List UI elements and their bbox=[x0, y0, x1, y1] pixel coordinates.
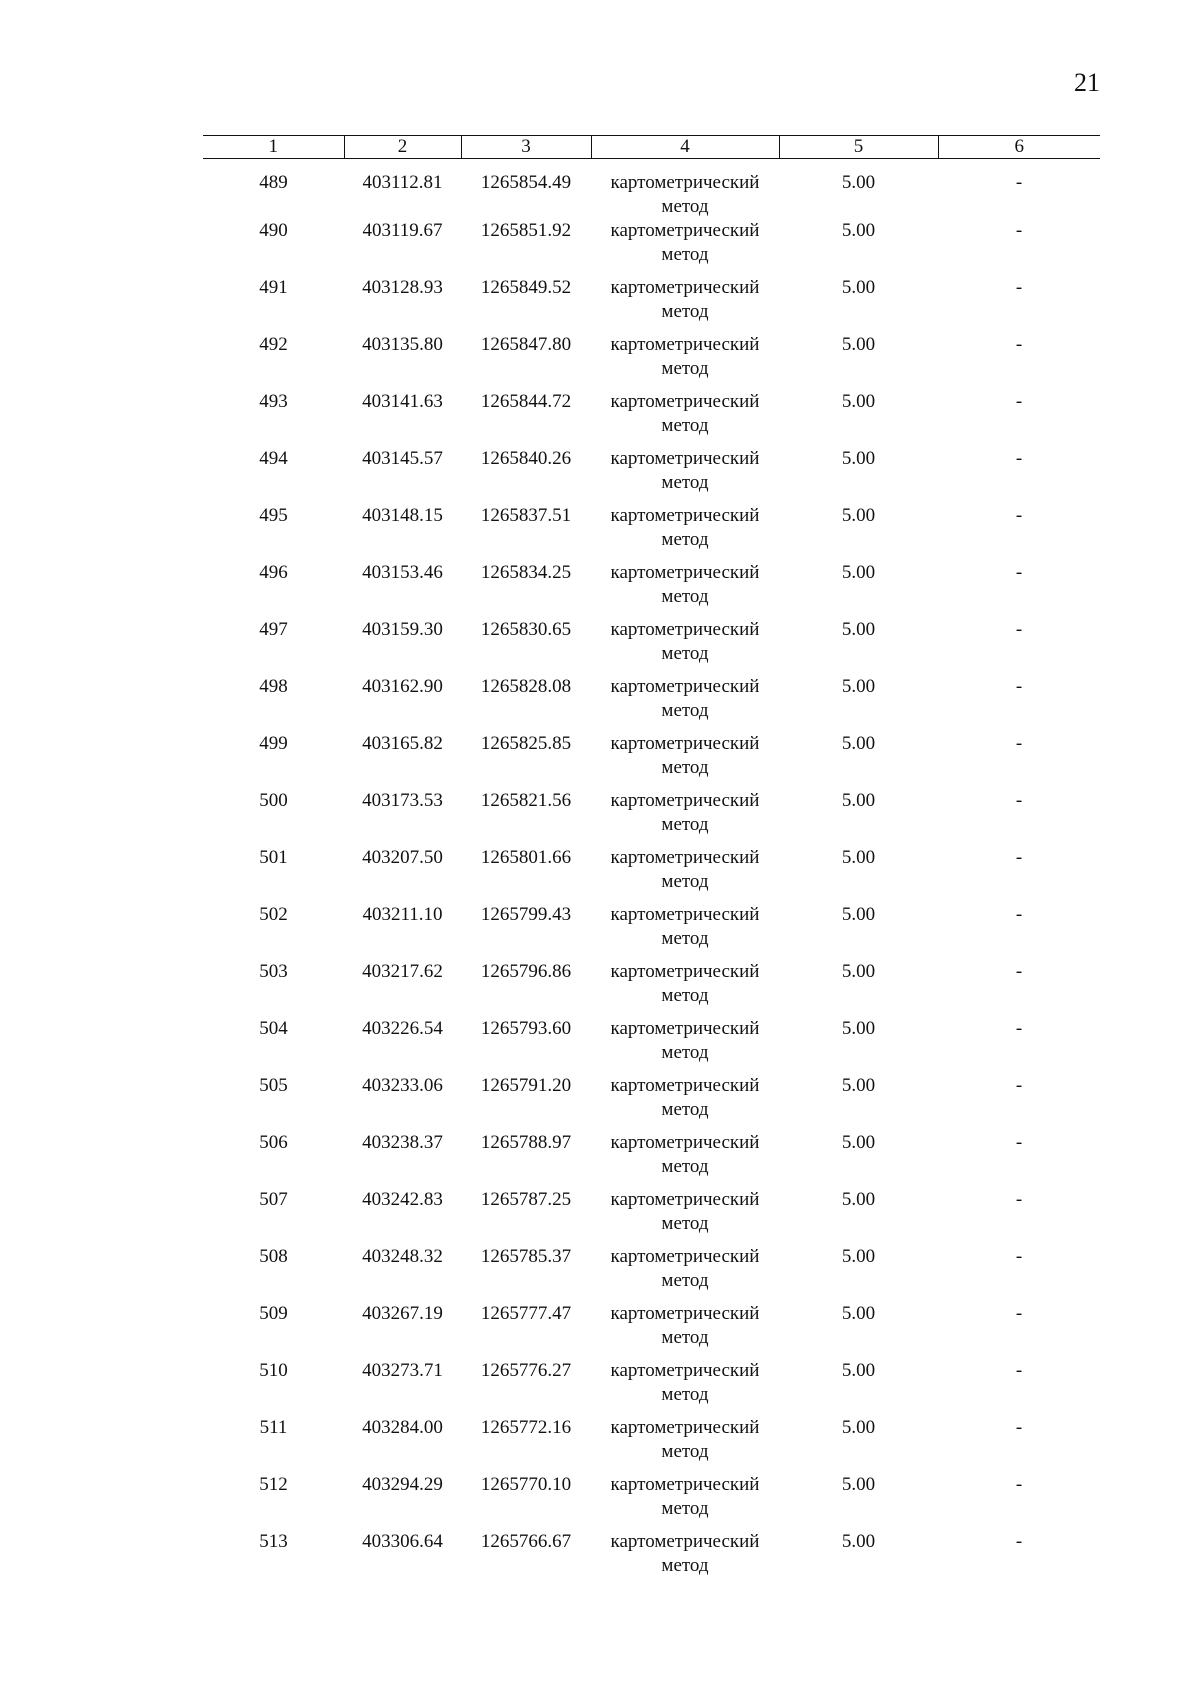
note-cell: - bbox=[1015, 1132, 1023, 1153]
note-cell: - bbox=[1015, 733, 1023, 754]
note-cell: - bbox=[1015, 619, 1023, 640]
accuracy-cell: 5.00 bbox=[841, 277, 876, 298]
table-row bbox=[203, 732, 1100, 789]
y-coordinate-cell: 1265799.43 bbox=[480, 904, 572, 925]
y-coordinate-cell: 1265840.26 bbox=[480, 448, 572, 469]
accuracy-cell: 5.00 bbox=[841, 391, 876, 412]
method-cell: картометрический метод bbox=[610, 619, 760, 664]
accuracy-cell: 5.00 bbox=[841, 1132, 876, 1153]
accuracy-cell: 5.00 bbox=[841, 1189, 876, 1210]
x-coordinate-cell: 403267.19 bbox=[362, 1303, 443, 1324]
note-cell: - bbox=[1015, 1360, 1023, 1381]
table-row bbox=[203, 1530, 1100, 1587]
table-row bbox=[203, 846, 1100, 903]
method-cell: картометрический метод bbox=[610, 448, 760, 493]
accuracy-cell: 5.00 bbox=[841, 1075, 876, 1096]
note-cell: - bbox=[1015, 448, 1023, 469]
x-coordinate-cell: 403294.29 bbox=[362, 1474, 443, 1495]
table-row bbox=[203, 960, 1100, 1017]
point-number-cell: 490 bbox=[259, 220, 288, 241]
y-coordinate-cell: 1265830.65 bbox=[480, 619, 572, 640]
table-row bbox=[203, 1017, 1100, 1074]
table-row bbox=[203, 1473, 1100, 1530]
point-number-cell: 506 bbox=[259, 1132, 288, 1153]
point-number-cell: 510 bbox=[259, 1360, 288, 1381]
point-number-cell: 507 bbox=[259, 1189, 288, 1210]
accuracy-cell: 5.00 bbox=[841, 961, 876, 982]
note-cell: - bbox=[1015, 220, 1023, 241]
note-cell: - bbox=[1015, 277, 1023, 298]
accuracy-cell: 5.00 bbox=[841, 733, 876, 754]
point-number-cell: 500 bbox=[259, 790, 288, 811]
table-row bbox=[203, 561, 1100, 618]
point-number-cell: 512 bbox=[259, 1474, 288, 1495]
accuracy-cell: 5.00 bbox=[841, 505, 876, 526]
y-coordinate-cell: 1265821.56 bbox=[480, 790, 572, 811]
x-coordinate-cell: 403238.37 bbox=[362, 1132, 443, 1153]
note-cell: - bbox=[1015, 172, 1023, 193]
point-number-cell: 513 bbox=[259, 1531, 288, 1552]
point-number-cell: 509 bbox=[259, 1303, 288, 1324]
x-coordinate-cell: 403119.67 bbox=[362, 220, 443, 241]
y-coordinate-cell: 1265828.08 bbox=[480, 676, 572, 697]
note-cell: - bbox=[1015, 391, 1023, 412]
x-coordinate-cell: 403173.53 bbox=[362, 790, 443, 811]
y-coordinate-cell: 1265849.52 bbox=[480, 277, 572, 298]
x-coordinate-cell: 403148.15 bbox=[362, 505, 443, 526]
y-coordinate-cell: 1265776.27 bbox=[480, 1360, 572, 1381]
y-coordinate-cell: 1265777.47 bbox=[480, 1303, 572, 1324]
table-row bbox=[203, 1188, 1100, 1245]
accuracy-cell: 5.00 bbox=[841, 619, 876, 640]
table-row bbox=[203, 276, 1100, 333]
accuracy-cell: 5.00 bbox=[841, 847, 876, 868]
method-cell: картометрический метод bbox=[610, 334, 760, 379]
point-number-cell: 497 bbox=[259, 619, 288, 640]
point-number-cell: 494 bbox=[259, 448, 288, 469]
header-row bbox=[203, 136, 1100, 159]
note-cell: - bbox=[1015, 847, 1023, 868]
table-row bbox=[203, 159, 1100, 220]
x-coordinate-cell: 403226.54 bbox=[362, 1018, 443, 1039]
column-header-4: 4 bbox=[591, 136, 779, 159]
method-cell: картометрический метод bbox=[610, 1531, 760, 1576]
table-row bbox=[203, 1416, 1100, 1473]
accuracy-cell: 5.00 bbox=[841, 562, 876, 583]
method-cell: картометрический метод bbox=[610, 847, 760, 892]
method-cell: картометрический метод bbox=[610, 1474, 760, 1519]
method-cell: картометрический метод bbox=[610, 733, 760, 778]
note-cell: - bbox=[1015, 334, 1023, 355]
x-coordinate-cell: 403284.00 bbox=[362, 1417, 443, 1438]
point-number-cell: 511 bbox=[259, 1417, 288, 1438]
accuracy-cell: 5.00 bbox=[841, 1246, 876, 1267]
note-cell: - bbox=[1015, 1417, 1023, 1438]
table-row bbox=[203, 504, 1100, 561]
x-coordinate-cell: 403145.57 bbox=[362, 448, 443, 469]
table-header bbox=[203, 136, 1100, 159]
y-coordinate-cell: 1265772.16 bbox=[480, 1417, 572, 1438]
point-number-cell: 504 bbox=[259, 1018, 288, 1039]
point-number-cell: 489 bbox=[259, 172, 288, 193]
y-coordinate-cell: 1265785.37 bbox=[480, 1246, 572, 1267]
note-cell: - bbox=[1015, 961, 1023, 982]
x-coordinate-cell: 403128.93 bbox=[362, 277, 443, 298]
point-number-cell: 499 bbox=[259, 733, 288, 754]
point-number-cell: 505 bbox=[259, 1075, 288, 1096]
x-coordinate-cell: 403162.90 bbox=[362, 676, 443, 697]
method-cell: картометрический метод bbox=[610, 277, 760, 322]
point-number-cell: 501 bbox=[259, 847, 288, 868]
accuracy-cell: 5.00 bbox=[841, 1474, 876, 1495]
y-coordinate-cell: 1265854.49 bbox=[480, 172, 572, 193]
point-number-cell: 498 bbox=[259, 676, 288, 697]
x-coordinate-cell: 403141.63 bbox=[362, 391, 443, 412]
table-row bbox=[203, 903, 1100, 960]
method-cell: картометрический метод bbox=[610, 172, 760, 217]
y-coordinate-cell: 1265844.72 bbox=[480, 391, 572, 412]
note-cell: - bbox=[1015, 676, 1023, 697]
note-cell: - bbox=[1015, 1189, 1023, 1210]
x-coordinate-cell: 403159.30 bbox=[362, 619, 443, 640]
point-number-cell: 503 bbox=[259, 961, 288, 982]
y-coordinate-cell: 1265796.86 bbox=[480, 961, 572, 982]
y-coordinate-cell: 1265825.85 bbox=[480, 733, 572, 754]
point-number-cell: 491 bbox=[259, 277, 288, 298]
y-coordinate-cell: 1265847.80 bbox=[480, 334, 572, 355]
y-coordinate-cell: 1265787.25 bbox=[480, 1189, 572, 1210]
accuracy-cell: 5.00 bbox=[841, 790, 876, 811]
accuracy-cell: 5.00 bbox=[841, 1531, 876, 1552]
accuracy-cell: 5.00 bbox=[841, 904, 876, 925]
x-coordinate-cell: 403207.50 bbox=[362, 847, 443, 868]
table-row bbox=[203, 1359, 1100, 1416]
accuracy-cell: 5.00 bbox=[841, 676, 876, 697]
table-row bbox=[203, 618, 1100, 675]
x-coordinate-cell: 403306.64 bbox=[362, 1531, 443, 1552]
method-cell: картометрический метод bbox=[610, 676, 760, 721]
table-row bbox=[203, 1245, 1100, 1302]
column-header-6: 6 bbox=[938, 136, 1100, 159]
point-number-cell: 496 bbox=[259, 562, 288, 583]
x-coordinate-cell: 403273.71 bbox=[362, 1360, 443, 1381]
note-cell: - bbox=[1015, 904, 1023, 925]
note-cell: - bbox=[1015, 1246, 1023, 1267]
accuracy-cell: 5.00 bbox=[841, 1360, 876, 1381]
table-row bbox=[203, 1131, 1100, 1188]
accuracy-cell: 5.00 bbox=[841, 1417, 876, 1438]
column-header-5: 5 bbox=[779, 136, 938, 159]
table-row bbox=[203, 390, 1100, 447]
note-cell: - bbox=[1015, 1474, 1023, 1495]
note-cell: - bbox=[1015, 562, 1023, 583]
table-row bbox=[203, 447, 1100, 504]
note-cell: - bbox=[1015, 790, 1023, 811]
x-coordinate-cell: 403217.62 bbox=[362, 961, 443, 982]
y-coordinate-cell: 1265851.92 bbox=[480, 220, 572, 241]
accuracy-cell: 5.00 bbox=[841, 334, 876, 355]
accuracy-cell: 5.00 bbox=[841, 1303, 876, 1324]
note-cell: - bbox=[1015, 505, 1023, 526]
y-coordinate-cell: 1265837.51 bbox=[480, 505, 572, 526]
page-number: 21 bbox=[1074, 68, 1100, 97]
method-cell: картометрический метод bbox=[610, 1132, 760, 1177]
method-cell: картометрический метод bbox=[610, 961, 760, 1006]
x-coordinate-cell: 403112.81 bbox=[362, 172, 443, 193]
y-coordinate-cell: 1265793.60 bbox=[480, 1018, 572, 1039]
note-cell: - bbox=[1015, 1531, 1023, 1552]
method-cell: картометрический метод bbox=[610, 1246, 760, 1291]
x-coordinate-cell: 403233.06 bbox=[362, 1075, 443, 1096]
x-coordinate-cell: 403153.46 bbox=[362, 562, 443, 583]
method-cell: картометрический метод bbox=[610, 904, 760, 949]
column-header-2: 2 bbox=[344, 136, 461, 159]
point-number-cell: 508 bbox=[259, 1246, 288, 1267]
method-cell: картометрический метод bbox=[610, 790, 760, 835]
method-cell: картометрический метод bbox=[610, 505, 760, 550]
accuracy-cell: 5.00 bbox=[841, 220, 876, 241]
accuracy-cell: 5.00 bbox=[841, 172, 876, 193]
coordinates-table bbox=[203, 135, 1100, 1587]
y-coordinate-cell: 1265766.67 bbox=[480, 1531, 572, 1552]
y-coordinate-cell: 1265791.20 bbox=[480, 1075, 572, 1096]
x-coordinate-cell: 403248.32 bbox=[362, 1246, 443, 1267]
x-coordinate-cell: 403165.82 bbox=[362, 733, 443, 754]
note-cell: - bbox=[1015, 1075, 1023, 1096]
point-number-cell: 502 bbox=[259, 904, 288, 925]
column-header-3: 3 bbox=[461, 136, 591, 159]
table-row bbox=[203, 333, 1100, 390]
table-row bbox=[203, 1074, 1100, 1131]
x-coordinate-cell: 403242.83 bbox=[362, 1189, 443, 1210]
method-cell: картометрический метод bbox=[610, 1360, 760, 1405]
table-row bbox=[203, 219, 1100, 276]
method-cell: картометрический метод bbox=[610, 1018, 760, 1063]
x-coordinate-cell: 403135.80 bbox=[362, 334, 443, 355]
table-row bbox=[203, 1302, 1100, 1359]
accuracy-cell: 5.00 bbox=[841, 1018, 876, 1039]
point-number-cell: 495 bbox=[259, 505, 288, 526]
method-cell: картометрический метод bbox=[610, 391, 760, 436]
note-cell: - bbox=[1015, 1303, 1023, 1324]
method-cell: картометрический метод bbox=[610, 562, 760, 607]
point-number-cell: 493 bbox=[259, 391, 288, 412]
method-cell: картометрический метод bbox=[610, 220, 760, 265]
y-coordinate-cell: 1265788.97 bbox=[480, 1132, 572, 1153]
note-cell: - bbox=[1015, 1018, 1023, 1039]
column-header-1: 1 bbox=[203, 136, 344, 159]
point-number-cell: 492 bbox=[259, 334, 288, 355]
method-cell: картометрический метод bbox=[610, 1075, 760, 1120]
method-cell: картометрический метод bbox=[610, 1303, 760, 1348]
method-cell: картометрический метод bbox=[610, 1189, 760, 1234]
y-coordinate-cell: 1265801.66 bbox=[480, 847, 572, 868]
y-coordinate-cell: 1265770.10 bbox=[480, 1474, 572, 1495]
x-coordinate-cell: 403211.10 bbox=[362, 904, 443, 925]
table-body bbox=[203, 159, 1100, 1588]
accuracy-cell: 5.00 bbox=[841, 448, 876, 469]
table-row bbox=[203, 675, 1100, 732]
y-coordinate-cell: 1265834.25 bbox=[480, 562, 572, 583]
method-cell: картометрический метод bbox=[610, 1417, 760, 1462]
table-row bbox=[203, 789, 1100, 846]
